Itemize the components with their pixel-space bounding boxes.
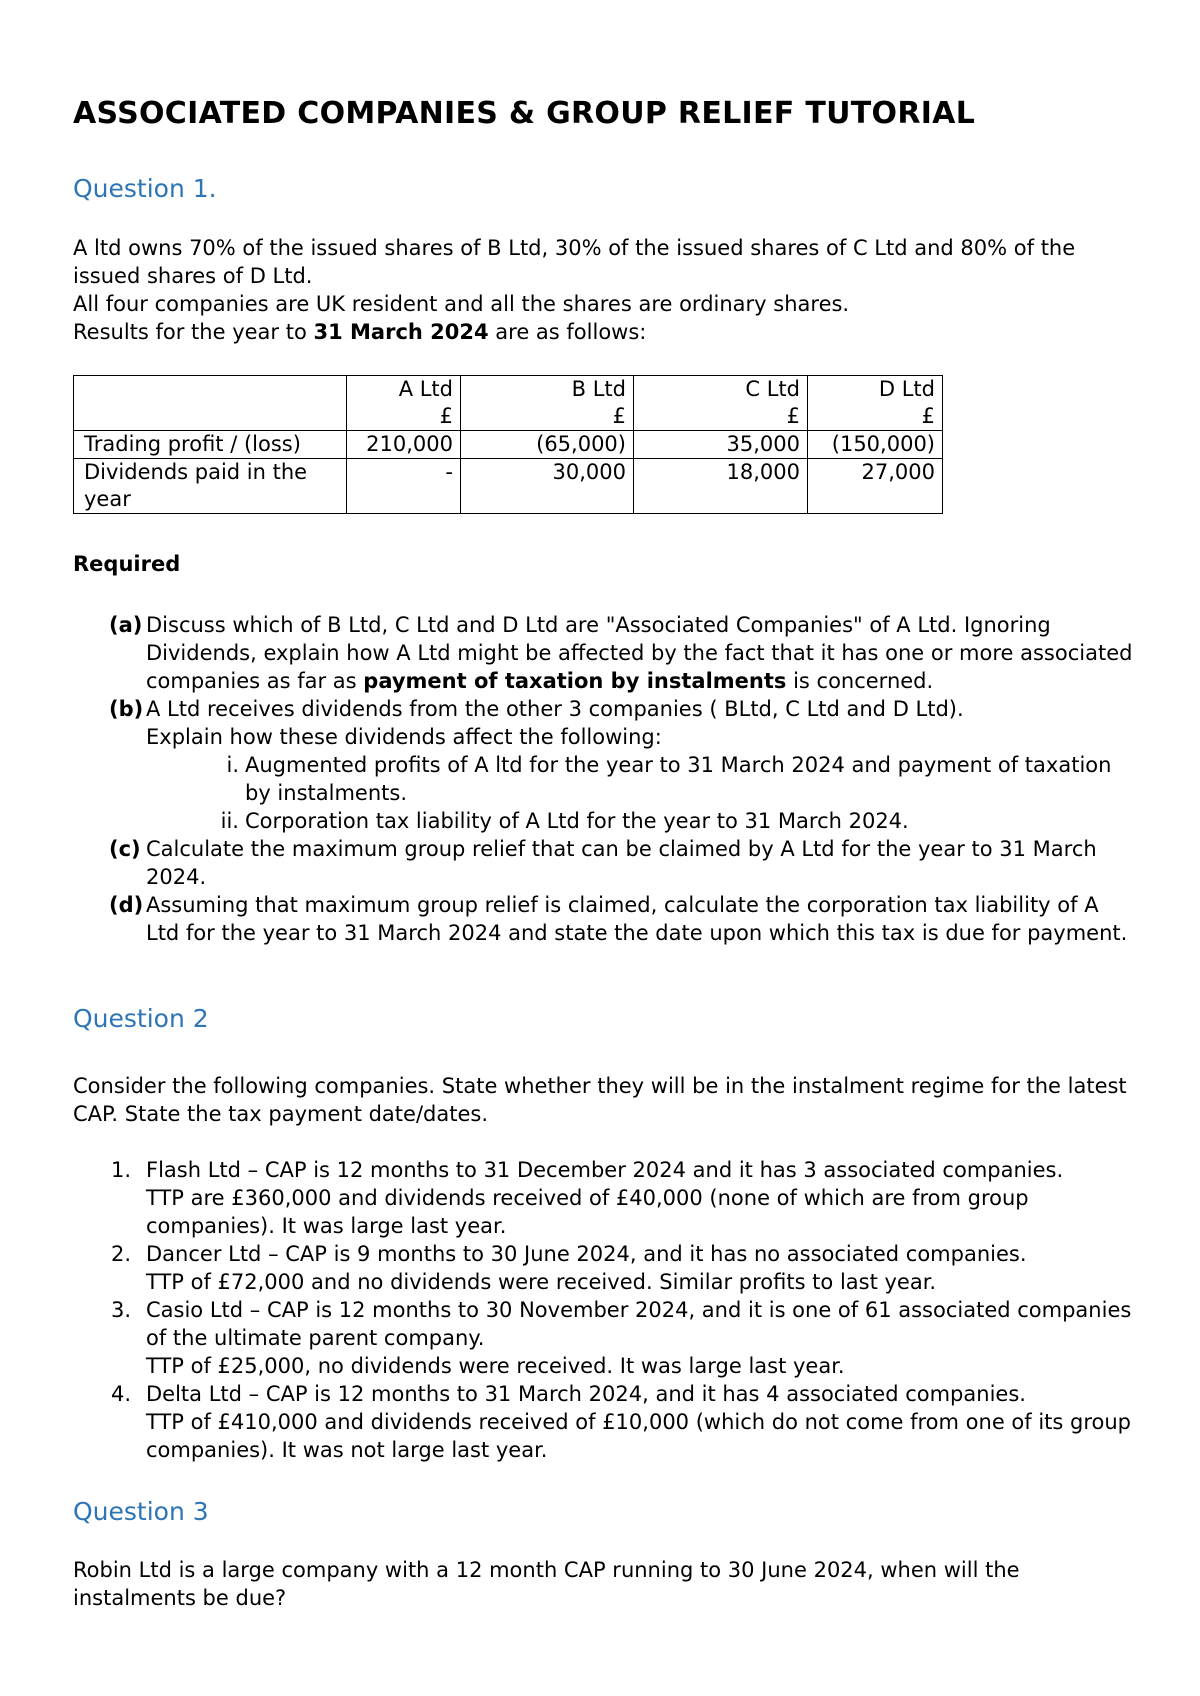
table-header-blank	[74, 376, 347, 431]
question-1-intro-line3	[73, 318, 1143, 346]
sub-item-text: Corporation tax liability of A Ltd for the year to 31 March 2024.	[245, 809, 909, 833]
column-currency: £	[439, 404, 453, 428]
table-row	[74, 459, 943, 514]
list-item	[73, 1240, 1133, 1296]
table-cell: -	[347, 459, 461, 514]
intro-line3-date: 31 March 2024	[313, 320, 489, 344]
intro-line3-text: Results for the year to	[73, 320, 314, 344]
list-item-number: 4.	[111, 1382, 132, 1406]
companies-list	[73, 1156, 1133, 1464]
question-3-heading: Question 3	[73, 1497, 209, 1526]
requirement-text: Explain how these dividends affect the following:	[146, 725, 662, 749]
requirements-list	[73, 611, 1133, 947]
requirement-label: (b)	[109, 697, 144, 721]
table-header-cell	[808, 376, 943, 431]
list-item-number: 2.	[111, 1242, 132, 1266]
list-item-line2: TTP of £72,000 and no dividends were received. Similar profits to last year.	[146, 1270, 937, 1294]
requirement-b-cont	[73, 723, 1133, 751]
requirement-text: Assuming that maximum group relief is claimed, calculate the corporation tax liability of A Ltd for the year to 31 March 2024 and state the date upon which this tax is due for payment.	[146, 893, 1128, 945]
table-header-row	[74, 376, 943, 431]
question-3-text: Robin Ltd is a large company with a 12 month CAP running to 30 June 2024, when will the instalments be due?	[73, 1558, 1020, 1610]
requirement-b	[73, 695, 1133, 723]
list-item-line2: TTP of £410,000 and dividends received of £10,000 (which do not come from one of its group companies). It was not large last year.	[146, 1410, 1132, 1462]
list-item-line1: Dancer Ltd – CAP is 9 months to 30 June 2024, and it has no associated companies.	[146, 1242, 1027, 1266]
question-1-intro-line1: A ltd owns 70% of the issued shares of B Ltd, 30% of the issued shares of C Ltd and 80% of the issued shares of D Ltd.	[73, 236, 1076, 288]
table-row	[74, 431, 943, 459]
requirement-c	[73, 835, 1133, 891]
list-item	[73, 1156, 1133, 1240]
requirement-text: A Ltd receives dividends from the other 3 companies ( BLtd, C Ltd and D Ltd).	[146, 697, 964, 721]
row-label: Trading profit / (loss)	[74, 431, 347, 459]
table-cell: 30,000	[461, 459, 634, 514]
sub-item-text: Augmented profits of A ltd for the year to 31 March 2024 and payment of taxation by instalments.	[245, 753, 1112, 805]
sub-item	[73, 751, 1133, 807]
column-currency: £	[786, 404, 800, 428]
requirement-label: (d)	[109, 893, 144, 917]
column-name: C Ltd	[745, 377, 800, 401]
intro-line3-tail: are as follows:	[488, 320, 647, 344]
document-title: ASSOCIATED COMPANIES & GROUP RELIEF TUTORIAL	[73, 96, 976, 131]
requirement-text: Calculate the maximum group relief that can be claimed by A Ltd for the year to 31 March 2024.	[146, 837, 1097, 889]
requirement-label: (a)	[109, 613, 143, 637]
requirement-text: Discuss which of B Ltd, C Ltd and D Ltd are "Associated Companies" of A Ltd. Ignoring Dividends, explain how A Ltd might be affected by the fact that it has one or more associated companies as far as	[146, 613, 1133, 693]
requirement-label: (c)	[109, 837, 141, 861]
requirement-text-end: is concerned.	[786, 669, 934, 693]
column-currency: £	[921, 404, 935, 428]
table-cell: 35,000	[634, 431, 808, 459]
required-text: Required	[73, 552, 181, 576]
table-cell: 27,000	[808, 459, 943, 514]
results-table	[73, 375, 943, 514]
table-header-cell	[461, 376, 634, 431]
list-item	[73, 1380, 1133, 1464]
question-2-intro: Consider the following companies. State whether they will be in the instalment regime for the latest CAP. State the tax payment date/dates.	[73, 1074, 1127, 1126]
requirement-a	[73, 611, 1133, 695]
table-cell: (150,000)	[808, 431, 943, 459]
list-item-line1: Flash Ltd – CAP is 12 months to 31 December 2024 and it has 3 associated companies.	[146, 1158, 1064, 1182]
list-item-number: 3.	[111, 1298, 132, 1322]
column-name: B Ltd	[571, 377, 626, 401]
sub-item-number: i.	[226, 753, 239, 777]
list-item-number: 1.	[111, 1158, 132, 1182]
sub-item-number: ii.	[220, 809, 239, 833]
column-currency: £	[612, 404, 626, 428]
question-1-intro-line2: All four companies are UK resident and all the shares are ordinary shares.	[73, 292, 850, 316]
column-name: D Ltd	[878, 377, 935, 401]
table-cell: (65,000)	[461, 431, 634, 459]
table-header-cell	[634, 376, 808, 431]
row-label: Dividends paid in the year	[74, 459, 347, 514]
table-cell: 18,000	[634, 459, 808, 514]
list-item-line2: TTP of £25,000, no dividends were received. It was large last year.	[146, 1354, 845, 1378]
question-1-heading: Question 1.	[73, 174, 217, 203]
requirement-d	[73, 891, 1133, 947]
list-item	[73, 1296, 1133, 1380]
list-item-line1: Casio Ltd – CAP is 12 months to 30 November 2024, and it is one of 61 associated companies of the ultimate parent company.	[146, 1298, 1132, 1350]
list-item-line2: TTP are £360,000 and dividends received of £40,000 (none of which are from group companies). It was large last year.	[146, 1186, 1029, 1238]
list-item-line1: Delta Ltd – CAP is 12 months to 31 March 2024, and it has 4 associated companies.	[146, 1382, 1026, 1406]
table-header-cell	[347, 376, 461, 431]
question-2-heading: Question 2	[73, 1004, 209, 1033]
table-cell: 210,000	[347, 431, 461, 459]
sub-item	[73, 807, 1133, 835]
column-name: A Ltd	[398, 377, 453, 401]
required-label	[73, 550, 180, 578]
requirement-emphasis: payment of taxation by instalments	[363, 669, 787, 693]
